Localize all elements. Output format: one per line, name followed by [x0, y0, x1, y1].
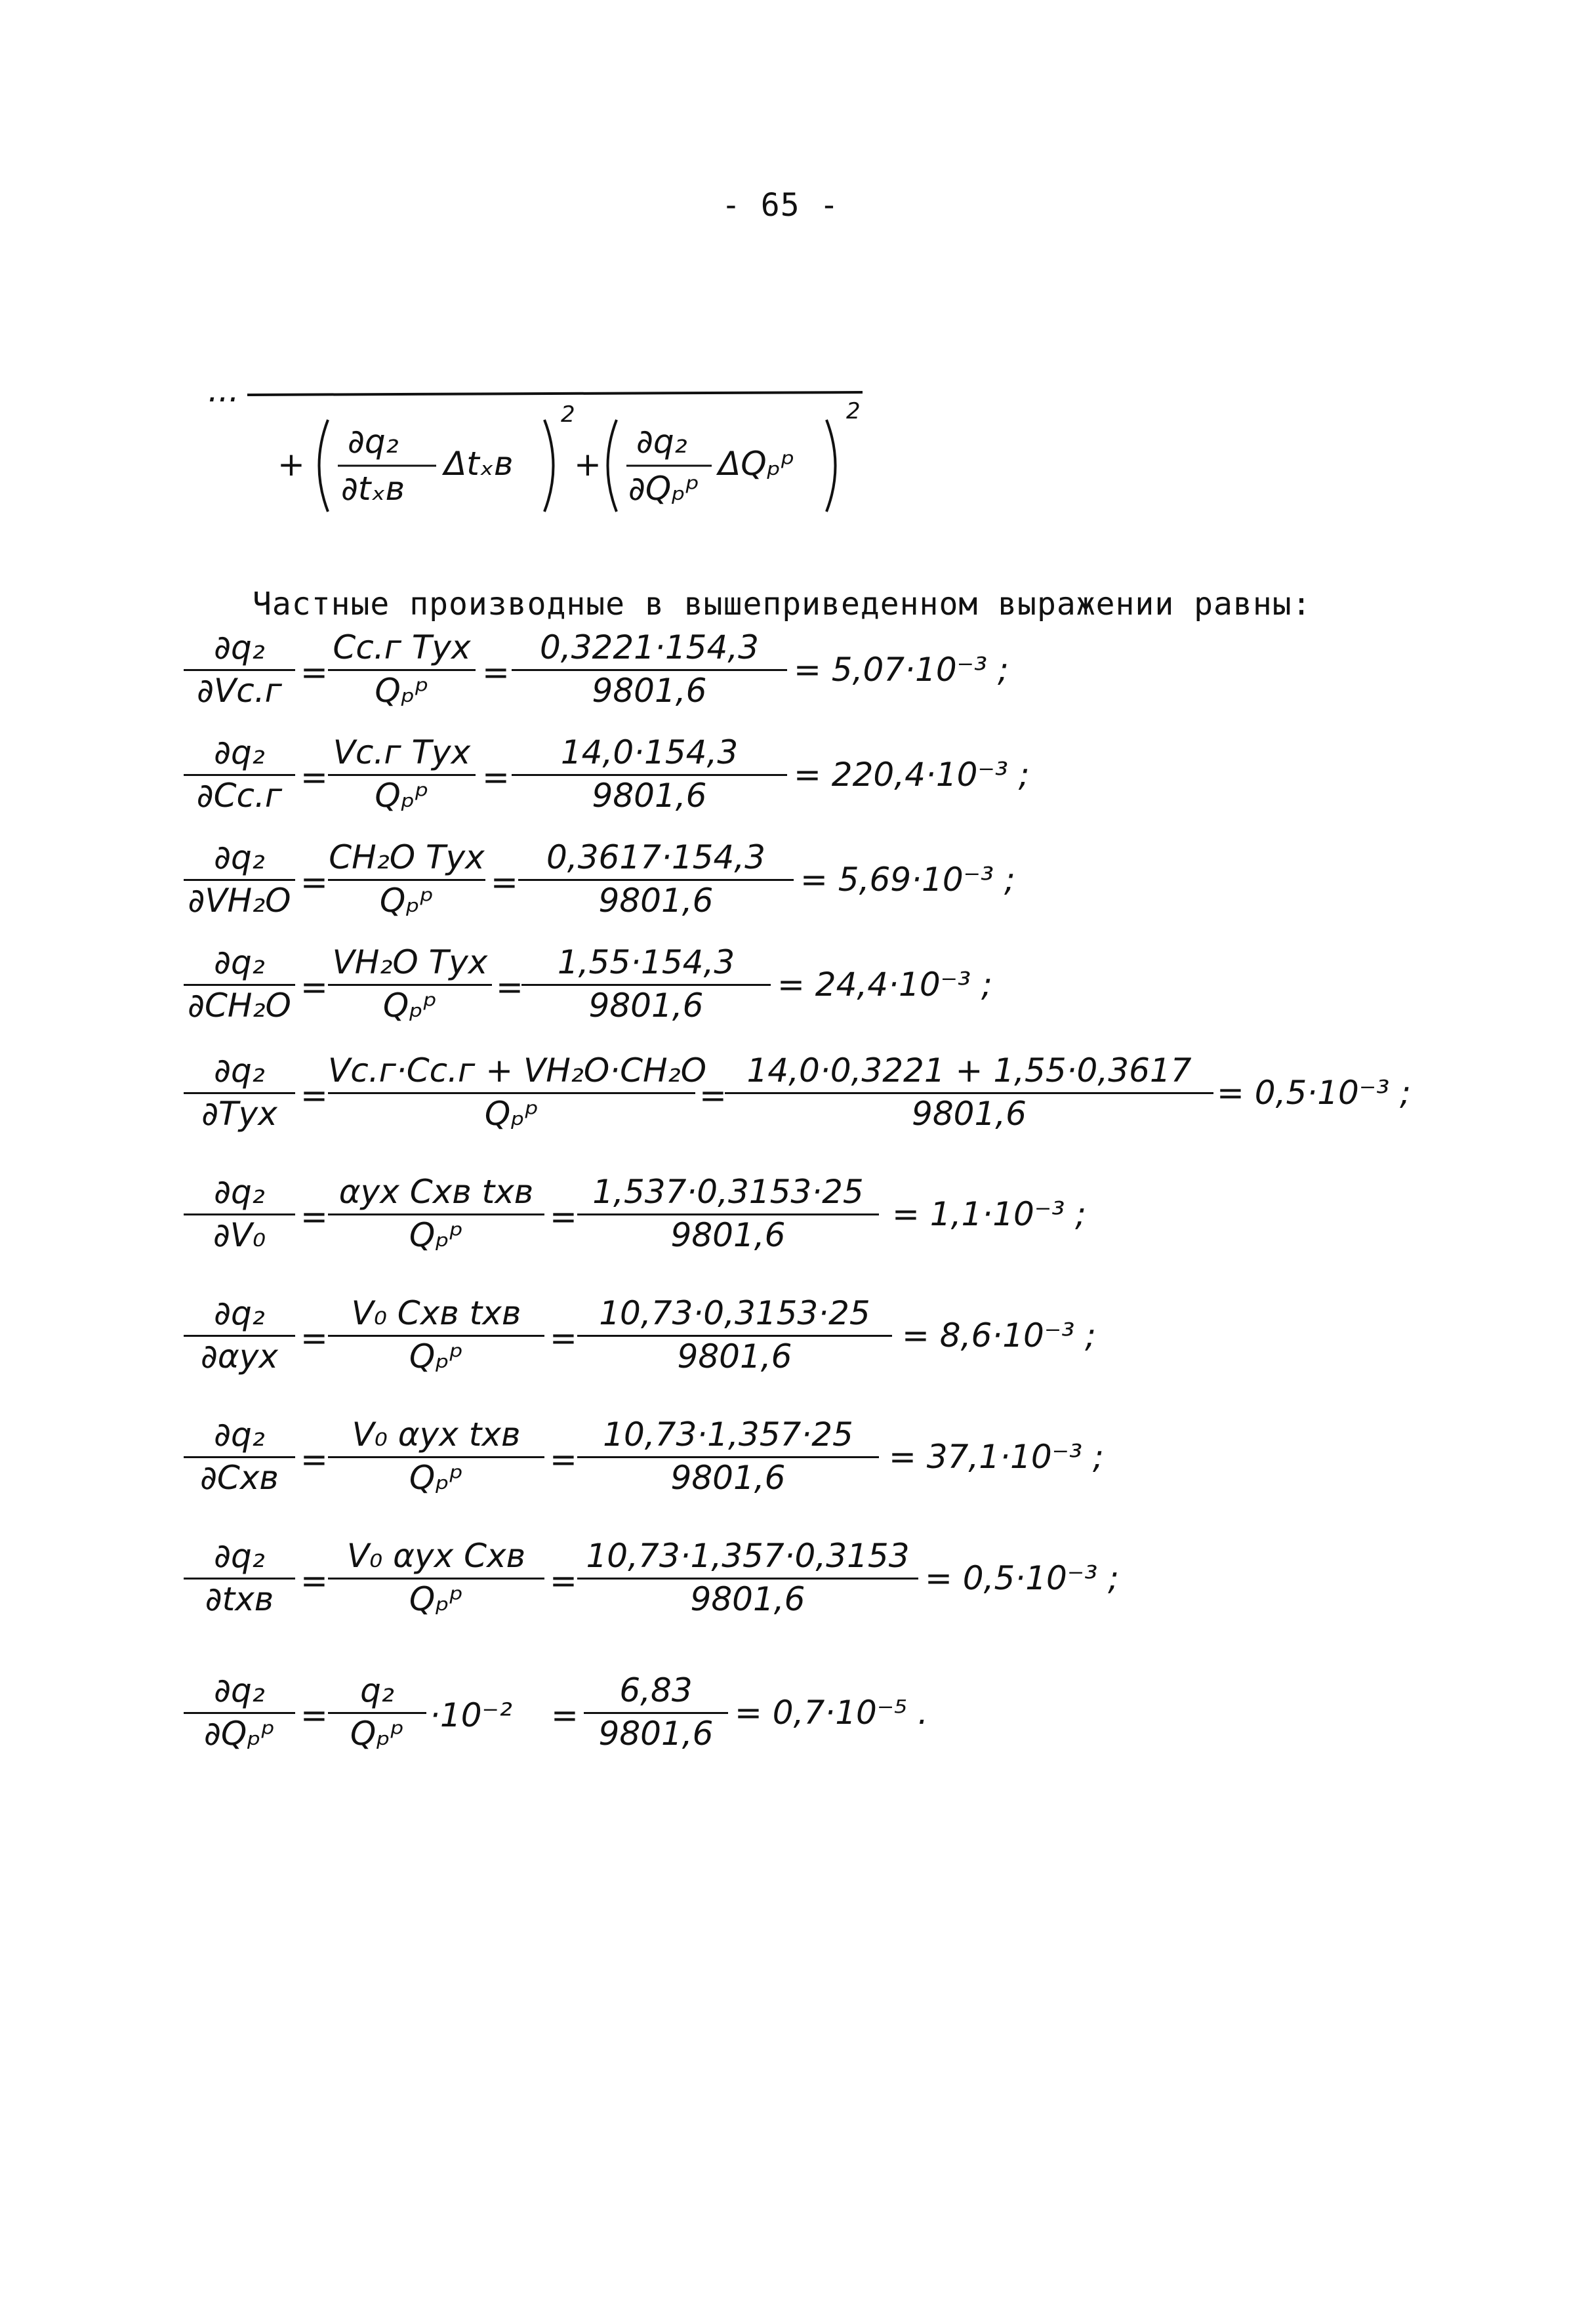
- calc-fraction: [725, 1053, 1213, 1138]
- equals-sign: =: [300, 1076, 328, 1114]
- fraction-bar: [512, 669, 787, 671]
- fraction-bar: [184, 1092, 295, 1094]
- fraction-bar: [328, 1578, 544, 1580]
- lhs-fraction: [184, 630, 295, 715]
- formula-fraction: [328, 1174, 544, 1259]
- calc-denominator: 9801,6: [592, 672, 707, 710]
- equation-row: [184, 1051, 1411, 1138]
- formula-numerator: αух Cхв tхв: [338, 1173, 534, 1211]
- formula-numerator: q₂: [360, 1671, 394, 1709]
- equation-row: [184, 945, 1364, 1030]
- formula-numerator: V₀ Cхв tхв: [351, 1294, 521, 1332]
- intro-sentence: Частные производные в вышеприведенном выражении равны:: [253, 586, 1312, 622]
- equals-sign: =: [550, 1562, 577, 1600]
- equals-sign: =: [482, 653, 510, 691]
- lhs-fraction: [184, 945, 295, 1030]
- fraction-bar: [184, 879, 295, 881]
- calc-denominator: 9801,6: [677, 1337, 792, 1376]
- calc-numerator: 0,3617·154,3: [546, 838, 765, 876]
- formula-numerator: Vс.г Tух: [333, 733, 471, 771]
- fraction-bar: [577, 1578, 918, 1580]
- equation-row: [184, 630, 1364, 715]
- formula-fraction: [328, 1538, 544, 1623]
- lhs-denominator: ∂CH₂O: [188, 987, 291, 1025]
- calc-numerator: 10,73·1,357·25: [603, 1416, 853, 1454]
- calc-denominator: 9801,6: [690, 1580, 805, 1618]
- calc-fraction: [577, 1295, 892, 1381]
- fraction-bar: [184, 1335, 295, 1337]
- calc-denominator: 9801,6: [592, 777, 707, 815]
- formula-numerator: VH₂O Tух: [332, 943, 488, 981]
- lhs-denominator: ∂Vс.г: [197, 672, 282, 710]
- calc-numerator: 6,83: [619, 1671, 693, 1709]
- term1-exponent: 2: [561, 401, 575, 428]
- term2-denominator: ∂Qₚᵖ: [628, 470, 700, 508]
- fraction-bar: [328, 669, 476, 671]
- fraction-bar: [328, 879, 485, 881]
- calc-fraction: [584, 1673, 728, 1758]
- lhs-denominator: ∂Cс.г: [196, 777, 283, 815]
- equation-row: [184, 1538, 1364, 1623]
- equals-sign: =: [300, 1440, 328, 1478]
- result-value: = 1,1·10⁻³ ;: [892, 1195, 1086, 1233]
- calc-numerator: 10,73·0,3153·25: [599, 1294, 870, 1332]
- lhs-denominator: ∂Tух: [201, 1095, 277, 1133]
- formula-denominator: Qₚᵖ: [409, 1459, 464, 1497]
- term1-denominator: ∂tₓв: [341, 470, 405, 508]
- term2-factor: ΔQₚᵖ: [718, 445, 795, 483]
- plus-sign: +: [277, 445, 305, 483]
- formula-fraction: [328, 1673, 426, 1758]
- lhs-denominator: ∂Qₚᵖ: [203, 1715, 275, 1753]
- calc-denominator: 9801,6: [670, 1216, 786, 1254]
- lhs-numerator: ∂q₂: [214, 838, 265, 876]
- result-value: = 0,7·10⁻⁵ .: [735, 1694, 929, 1732]
- fraction-bar: [328, 1092, 695, 1094]
- fraction-bar: [184, 1712, 295, 1714]
- equation-row: [184, 1174, 1364, 1259]
- fraction-bar: [184, 984, 295, 986]
- formula-denominator: Qₚᵖ: [375, 672, 429, 710]
- plus-sign: +: [574, 445, 601, 483]
- formula-numerator: Cс.г Tух: [333, 628, 471, 666]
- fraction-bar: [518, 879, 794, 881]
- calc-fraction: [577, 1538, 918, 1623]
- fraction-bar: [184, 669, 295, 671]
- result-value: = 0,5·10⁻³ ;: [1217, 1074, 1411, 1112]
- equation-row: [184, 1295, 1364, 1381]
- calc-denominator: 9801,6: [670, 1459, 786, 1497]
- equals-sign: =: [300, 1696, 328, 1734]
- formula-numerator: V₀ αух tхв: [352, 1416, 521, 1454]
- formula-fraction: [328, 735, 476, 820]
- equals-sign: =: [550, 1440, 577, 1478]
- fraction-bar: [577, 1456, 879, 1458]
- fraction-bar: [512, 774, 787, 776]
- equals-sign: =: [300, 653, 328, 691]
- equals-sign: =: [300, 1319, 328, 1357]
- equals-sign: =: [300, 1198, 328, 1236]
- lhs-denominator: ∂V₀: [213, 1216, 266, 1254]
- formula-denominator: Qₚᵖ: [409, 1337, 464, 1376]
- formula-denominator: Qₚᵖ: [375, 777, 429, 815]
- lhs-fraction: [184, 1295, 295, 1381]
- lhs-fraction: [184, 840, 295, 925]
- calc-numerator: 10,73·1,357·0,3153: [586, 1537, 910, 1575]
- term1-factor: Δtₓв: [444, 445, 514, 483]
- leading-dots: ...: [208, 371, 239, 409]
- fraction-bar: [577, 1335, 892, 1337]
- fraction-bar: [184, 1578, 295, 1580]
- lhs-denominator: ∂αух: [201, 1337, 278, 1376]
- lhs-fraction: [184, 1417, 295, 1502]
- formula-denominator: Qₚᵖ: [409, 1580, 464, 1618]
- calc-denominator: 9801,6: [598, 1715, 714, 1753]
- formula-denominator: Qₚᵖ: [484, 1095, 539, 1133]
- fraction-bar: [328, 1456, 544, 1458]
- calc-denominator: 9801,6: [588, 987, 704, 1025]
- calc-numerator: 1,55·154,3: [557, 943, 735, 981]
- formula-denominator: Qₚᵖ: [379, 882, 434, 920]
- calc-fraction: [518, 840, 794, 925]
- fraction-bar: [725, 1092, 1213, 1094]
- fraction-bar: [328, 1335, 544, 1337]
- calc-numerator: 0,3221·154,3: [540, 628, 759, 666]
- fraction-bar: [184, 774, 295, 776]
- fraction-bar: [184, 1456, 295, 1458]
- equals-sign: =: [699, 1076, 727, 1114]
- formula-numerator: V₀ αух Cхв: [346, 1537, 526, 1575]
- equals-sign: =: [551, 1696, 579, 1734]
- fraction-bar: [521, 984, 771, 986]
- formula-numerator: Vс.г·Cс.г + VH₂O·CH₂O: [328, 1051, 707, 1090]
- equals-sign: =: [491, 863, 518, 901]
- lhs-denominator: ∂VH₂O: [188, 882, 291, 920]
- calc-denominator: 9801,6: [912, 1095, 1027, 1133]
- lhs-numerator: ∂q₂: [214, 1537, 265, 1575]
- lhs-fraction: [184, 1053, 295, 1138]
- fraction-bar: [328, 1213, 544, 1215]
- result-value: = 8,6·10⁻³ ;: [902, 1316, 1096, 1355]
- calc-fraction: [577, 1417, 879, 1502]
- term2-numerator: ∂q₂: [636, 422, 687, 460]
- fraction-bar: [577, 1213, 879, 1215]
- equals-sign: =: [300, 968, 328, 1006]
- calc-numerator: 14,0·154,3: [560, 733, 739, 771]
- formula-denominator: Qₚᵖ: [382, 987, 438, 1025]
- formula-denominator: Qₚᵖ: [409, 1216, 464, 1254]
- page-number: - 65 -: [722, 187, 840, 224]
- result-value: = 24,4·10⁻³ ;: [777, 966, 992, 1004]
- calc-fraction: [521, 945, 771, 1030]
- equals-sign: =: [300, 1562, 328, 1600]
- lhs-fraction: [184, 735, 295, 820]
- lhs-numerator: ∂q₂: [214, 1416, 265, 1454]
- equation-row: [184, 1417, 1364, 1502]
- formula-denominator: Qₚᵖ: [350, 1715, 405, 1753]
- lhs-fraction: [184, 1538, 295, 1623]
- equals-sign: =: [550, 1198, 577, 1236]
- formula-fraction: [328, 630, 476, 715]
- term2-exponent: 2: [846, 398, 861, 424]
- calc-numerator: 1,537·0,3153·25: [592, 1173, 864, 1211]
- result-value: = 5,69·10⁻³ ;: [800, 861, 1015, 899]
- lhs-numerator: ∂q₂: [214, 1051, 265, 1090]
- lhs-numerator: ∂q₂: [214, 943, 265, 981]
- equation-row: [184, 1673, 1364, 1758]
- continuation-formula: [207, 371, 889, 531]
- formula-multiplier: ·10⁻²: [430, 1696, 512, 1734]
- formula-fraction: [328, 840, 485, 925]
- equals-sign: =: [550, 1319, 577, 1357]
- formula-fraction: [328, 1295, 544, 1381]
- lhs-numerator: ∂q₂: [214, 1294, 265, 1332]
- lhs-denominator: ∂tхв: [205, 1580, 274, 1618]
- equals-sign: =: [482, 758, 510, 796]
- lhs-numerator: ∂q₂: [214, 1671, 265, 1709]
- term1-numerator: ∂q₂: [348, 422, 399, 460]
- result-value: = 220,4·10⁻³ ;: [794, 756, 1030, 794]
- fraction-bar: [584, 1712, 728, 1714]
- lhs-numerator: ∂q₂: [214, 1173, 265, 1211]
- result-value: = 5,07·10⁻³ ;: [794, 651, 1009, 689]
- fraction-bar: [328, 1712, 426, 1714]
- lhs-fraction: [184, 1174, 295, 1259]
- equation-row: [184, 735, 1364, 820]
- calc-denominator: 9801,6: [598, 882, 714, 920]
- lhs-numerator: ∂q₂: [214, 733, 265, 771]
- fraction-bar: [328, 774, 476, 776]
- formula-fraction: [328, 945, 492, 1030]
- equals-sign: =: [300, 758, 328, 796]
- fraction-bar: [184, 1213, 295, 1215]
- equation-row: [184, 840, 1364, 925]
- calc-fraction: [577, 1174, 879, 1259]
- result-value: = 0,5·10⁻³ ;: [925, 1559, 1119, 1597]
- lhs-numerator: ∂q₂: [214, 628, 265, 666]
- fraction-bar: [328, 984, 492, 986]
- result-value: = 37,1·10⁻³ ;: [889, 1438, 1104, 1476]
- formula-fraction: [328, 1417, 544, 1502]
- calc-numerator: 14,0·0,3221 + 1,55·0,3617: [746, 1051, 1192, 1090]
- lhs-denominator: ∂Cхв: [200, 1459, 279, 1497]
- formula-fraction: [328, 1051, 707, 1138]
- equals-sign: =: [300, 863, 328, 901]
- calc-fraction: [512, 735, 787, 820]
- calc-fraction: [512, 630, 787, 715]
- formula-numerator: CH₂O Tух: [329, 838, 485, 876]
- equals-sign: =: [496, 968, 523, 1006]
- lhs-fraction: [184, 1673, 295, 1758]
